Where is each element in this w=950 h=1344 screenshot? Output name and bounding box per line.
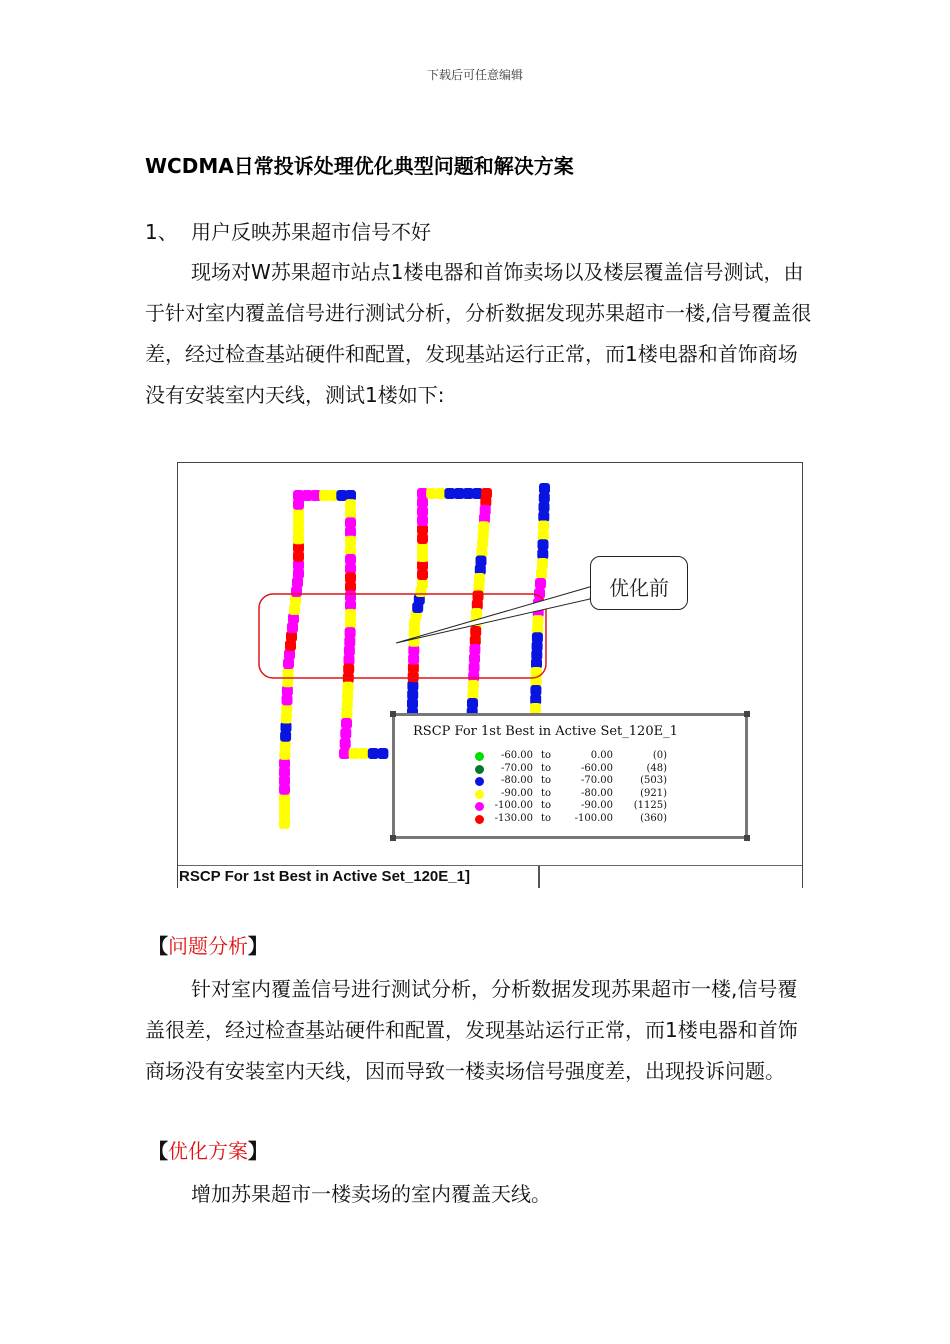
- legend-count: (503): [640, 775, 667, 786]
- legend-range-to: -90.00: [580, 800, 613, 811]
- status-bar-text: RSCP For 1st Best in Active Set_120E_1]: [179, 868, 470, 885]
- legend-panel: [392, 713, 748, 839]
- analysis-paragraph-text: 针对室内覆盖信号进行测试分析，分析数据发现苏果超市一楼,信号覆盖很差，经过检查基站硬件和配置，发现基站运行正常，而1楼电器和首饰商场没有安装室内天线，因而导致一楼卖场信号强度差，出现投诉问题。: [145, 977, 798, 1083]
- drive-test-sample: [539, 492, 550, 503]
- status-bar: [178, 865, 802, 888]
- legend-range-to-word: to: [541, 762, 552, 774]
- drive-test-sample: [538, 511, 549, 522]
- analysis-paragraph: [145, 969, 815, 1092]
- legend-range-from: -60.00: [500, 750, 533, 761]
- drive-test-sample: [534, 588, 545, 599]
- highlight-box: [259, 594, 546, 678]
- section-heading: [145, 216, 431, 245]
- drive-test-sample: [368, 748, 379, 759]
- drive-test-sample: [349, 748, 360, 759]
- legend-dot-icon: [475, 765, 484, 774]
- legend-range-from: -130.00: [494, 812, 533, 824]
- legend-count: (921): [640, 787, 667, 799]
- legend-range-to-word: to: [541, 775, 552, 786]
- legend-dot-icon: [475, 815, 484, 824]
- drive-test-sample: [538, 521, 549, 532]
- plan-heading-text: 优化方案: [168, 1139, 248, 1163]
- status-divider: [538, 866, 540, 888]
- callout-label: 优化前: [609, 576, 669, 600]
- drive-test-sample: [538, 530, 549, 541]
- drive-test-sample: [537, 549, 548, 560]
- legend-range-to: 0.00: [590, 750, 613, 761]
- legend-dot-icon: [475, 790, 484, 799]
- drive-test-sample: [340, 728, 351, 739]
- plan-paragraph-text: 增加苏果超市一楼卖场的室内覆盖天线。: [191, 1182, 551, 1206]
- legend-dot-icon: [475, 777, 484, 786]
- document-title: WCDMA日常投诉处理优化典型问题和解决方案: [145, 154, 574, 178]
- legend-range-to: -100.00: [574, 812, 613, 824]
- intro-paragraph: [145, 252, 815, 416]
- drive-test-sample: [340, 738, 351, 749]
- intro-paragraph-text: 现场对W苏果超市站点1楼电器和首饰卖场以及楼层覆盖信号测试，由于针对室内覆盖信号进行测试分析，分析数据发现苏果超市一楼,信号覆盖很差，经过检查基站硬件和配置，发现基站运行正常，而1楼电器和首饰商场没有安装室内天线，测试1楼如下:: [145, 260, 812, 407]
- drive-test-sample: [377, 748, 388, 759]
- drive-test-sample: [535, 578, 546, 589]
- legend-range-from: -100.00: [494, 800, 533, 811]
- legend-range-to-word: to: [541, 800, 552, 811]
- analysis-heading: [148, 930, 268, 959]
- legend-range-from: -90.00: [500, 787, 533, 799]
- drive-test-sample: [537, 558, 548, 569]
- drive-test-sample: [358, 748, 369, 759]
- drive-test-sample: [539, 483, 550, 494]
- legend-range-to-word: to: [541, 812, 552, 824]
- legend-count: (360): [640, 812, 667, 824]
- legend-range-to-word: to: [541, 787, 552, 799]
- plan-heading: [148, 1135, 268, 1164]
- section-number: 1、: [145, 220, 178, 244]
- legend-range-from: -70.00: [500, 762, 533, 774]
- legend-range-to: -60.00: [580, 762, 613, 774]
- bracket-open: 【: [148, 1139, 168, 1163]
- legend-dot-icon: [475, 752, 484, 761]
- callout-box: [590, 556, 688, 610]
- legend-dot-icon: [475, 802, 484, 811]
- drive-test-sample: [339, 748, 350, 759]
- plan-paragraph: [145, 1174, 815, 1215]
- legend-title: RSCP For 1st Best in Active Set_120E_1: [413, 724, 678, 739]
- legend-range-to-word: to: [541, 750, 552, 761]
- header-note: 下载后可任意编辑: [426, 68, 523, 82]
- drive-test-figure: [177, 462, 803, 888]
- drive-test-sample: [536, 568, 547, 579]
- bracket-close: 】: [248, 1139, 268, 1163]
- bracket-open: 【: [148, 934, 168, 958]
- bracket-close: 】: [248, 934, 268, 958]
- legend-range-from: -80.00: [500, 775, 533, 786]
- section-heading-text: 用户反映苏果超市信号不好: [191, 220, 431, 244]
- legend-count: (1125): [633, 800, 667, 811]
- legend-range-to: -80.00: [580, 787, 613, 799]
- legend-range-to: -70.00: [580, 775, 613, 786]
- analysis-heading-text: 问题分析: [168, 934, 248, 958]
- drive-test-sample: [341, 718, 352, 729]
- legend-count: (48): [646, 762, 667, 774]
- legend-count: (0): [652, 750, 667, 761]
